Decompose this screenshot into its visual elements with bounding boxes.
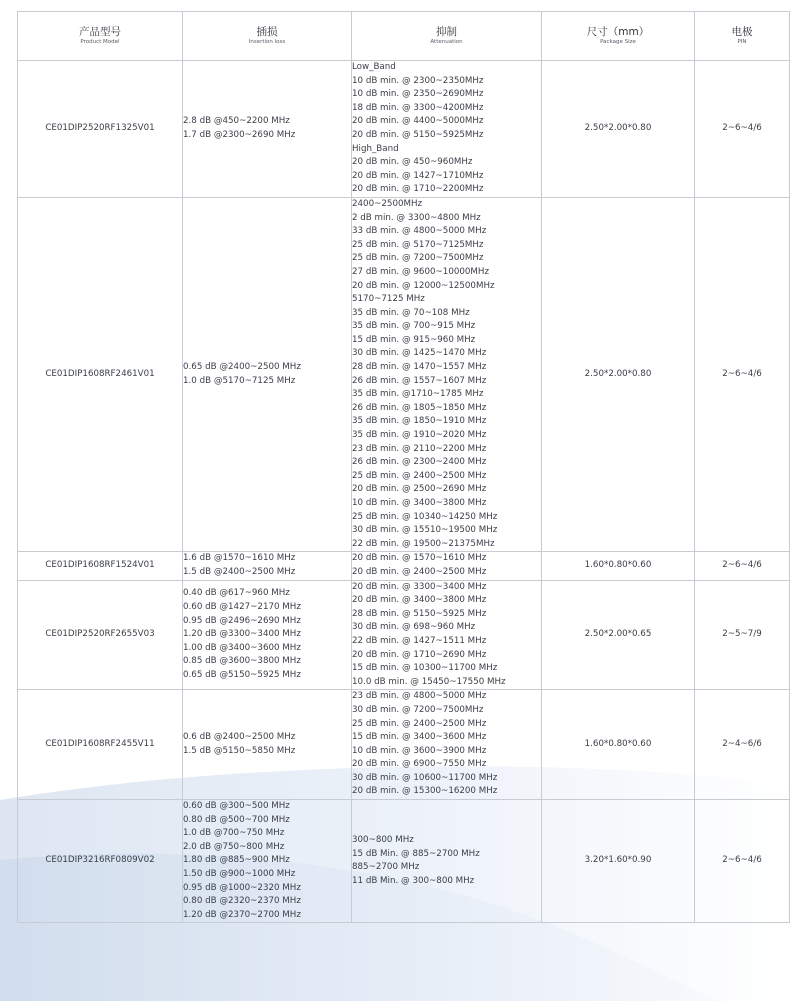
insertion-loss-cell [183, 580, 352, 690]
attenuation-cell-line: 20 dB min. @ 450~960MHz [352, 157, 473, 168]
product-spec-table [17, 11, 790, 923]
insertion-loss-cell-line: 1.0 dB @5170~7125 MHz [183, 375, 296, 386]
attenuation-cell-line: 18 dB min. @ 3300~4200MHz [352, 102, 484, 113]
attenuation-cell-line: 28 dB min. @ 5150~5925 MHz [352, 608, 487, 619]
attenuation-cell [352, 690, 542, 800]
insertion-loss-cell [183, 552, 352, 580]
pin-cell: 2~6~4/6 [695, 552, 790, 580]
attenuation-cell-line: 26 dB min. @ 2300~2400 MHz [352, 457, 487, 468]
table-row [18, 197, 790, 551]
insertion-loss-cell [183, 800, 352, 923]
header-cn: 产品型号 [79, 26, 121, 38]
insertion-loss-cell-line: 0.95 dB @2496~2690 MHz [183, 615, 301, 626]
attenuation-cell-line: 30 dB min. @ 1425~1470 MHz [352, 348, 487, 359]
attenuation-cell-line: 20 dB min. @ 1570~1610 MHz [352, 553, 487, 564]
table-row [18, 552, 790, 580]
package-size-cell: 3.20*1.60*0.90 [542, 800, 695, 923]
header-insertion-loss [183, 12, 352, 61]
product-model-cell: CE01DIP2520RF2655V03 [18, 580, 183, 690]
insertion-loss-cell-line: 0.65 dB @2400~2500 MHz [183, 362, 301, 373]
insertion-loss-cell-line: 1.5 dB @2400~2500 MHz [183, 566, 296, 577]
insertion-loss-cell-line: 1.80 dB @885~900 MHz [183, 855, 290, 866]
insertion-loss-cell-line: 0.60 dB @300~500 MHz [183, 801, 290, 812]
insertion-loss-cell-line: 1.50 dB @900~1000 MHz [183, 869, 296, 880]
product-model-cell: CE01DIP1608RF2461V01 [18, 197, 183, 551]
insertion-loss-cell-line: 2.8 dB @450~2200 MHz [183, 116, 290, 127]
attenuation-cell-line: 15 dB min. @ 3400~3600 MHz [352, 732, 487, 743]
attenuation-cell-line: 35 dB min. @ 1910~2020 MHz [352, 430, 487, 441]
product-model-cell: CE01DIP1608RF1524V01 [18, 552, 183, 580]
product-model-cell: CE01DIP3216RF0809V02 [18, 800, 183, 923]
attenuation-cell-line: 15 dB min. @ 915~960 MHz [352, 334, 476, 345]
attenuation-cell-line: 20 dB min. @ 1427~1710MHz [352, 170, 484, 181]
pin-cell: 2~5~7/9 [695, 580, 790, 690]
package-size-cell: 2.50*2.00*0.80 [542, 61, 695, 198]
attenuation-cell-line: 35 dB min. @ 1850~1910 MHz [352, 416, 487, 427]
attenuation-cell-line: 15 dB min. @ 10300~11700 MHz [352, 663, 498, 674]
table-row [18, 580, 790, 690]
insertion-loss-cell-line: 0.6 dB @2400~2500 MHz [183, 732, 296, 743]
attenuation-cell [352, 580, 542, 690]
insertion-loss-cell-line: 0.40 dB @617~960 MHz [183, 588, 290, 599]
attenuation-cell-line: 30 dB min. @ 15510~19500 MHz [352, 525, 498, 536]
attenuation-cell-line: 20 dB min. @ 1710~2690 MHz [352, 649, 487, 660]
attenuation-cell-line: 25 dB min. @ 5170~7125MHz [352, 239, 484, 250]
package-size-cell: 1.60*0.80*0.60 [542, 690, 695, 800]
insertion-loss-cell [183, 690, 352, 800]
attenuation-cell-line: 2400~2500MHz [352, 198, 423, 209]
product-model-cell: CE01DIP1608RF2455V11 [18, 690, 183, 800]
attenuation-cell-line: 35 dB min. @1710~1785 MHz [352, 389, 484, 400]
attenuation-cell-line: 22 dB min. @ 1427~1511 MHz [352, 635, 487, 646]
attenuation-cell [352, 61, 542, 198]
insertion-loss-cell-line: 1.7 dB @2300~2690 MHz [183, 129, 296, 140]
table-header-row [18, 12, 790, 61]
table-body [18, 61, 790, 923]
attenuation-cell-line: 20 dB min. @ 3400~3800 MHz [352, 595, 487, 606]
insertion-loss-cell-line: 1.00 dB @3400~3600 MHz [183, 642, 301, 653]
attenuation-cell-line: 20 dB min. @ 6900~7550 MHz [352, 759, 487, 770]
attenuation-cell-line: 27 dB min. @ 9600~10000MHz [352, 266, 490, 277]
table-row [18, 690, 790, 800]
header-cn: 抑制 [436, 26, 457, 38]
attenuation-cell-line: 11 dB Min. @ 300~800 MHz [352, 875, 475, 886]
attenuation-cell-line: 23 dB min. @ 4800~5000 MHz [352, 691, 487, 702]
pin-cell: 2~6~4/6 [695, 800, 790, 923]
insertion-loss-cell-line: 0.85 dB @3600~3800 MHz [183, 656, 301, 667]
header-en: Package Size [600, 39, 636, 45]
attenuation-cell-line: 15 dB Min. @ 885~2700 MHz [352, 848, 480, 859]
attenuation-cell-line: 23 dB min. @ 2110~2200 MHz [352, 443, 487, 454]
attenuation-cell-line: 20 dB min. @ 2400~2500 MHz [352, 566, 487, 577]
attenuation-cell-line: 30 dB min. @ 10600~11700 MHz [352, 772, 498, 783]
header-cn: 电极 [731, 26, 753, 38]
attenuation-cell [352, 197, 542, 551]
header-en: Attenuation [430, 39, 463, 45]
attenuation-cell-line: 10 dB min. @ 3400~3800 MHz [352, 498, 487, 508]
header-package-size [542, 12, 695, 61]
header-en: Product Model [80, 39, 120, 45]
attenuation-cell-line: 25 dB min. @ 2400~2500 MHz [352, 718, 487, 729]
attenuation-cell-line: 20 dB min. @ 3300~3400 MHz [352, 581, 487, 592]
pin-cell: 2~6~4/6 [695, 197, 790, 551]
attenuation-cell [352, 800, 542, 923]
insertion-loss-cell-line: 2.0 dB @750~800 MHz [183, 841, 285, 852]
attenuation-cell-line: 20 dB min. @ 2500~2690 MHz [352, 484, 487, 495]
header-product-model [18, 12, 183, 61]
attenuation-cell-line: 10.0 dB min. @ 15450~17550 MHz [352, 676, 506, 687]
attenuation-cell-line: 20 dB min. @ 12000~12500MHz [352, 280, 495, 291]
attenuation-cell-line: 30 dB min. @ 7200~7500MHz [352, 704, 484, 715]
package-size-cell: 2.50*2.00*0.80 [542, 197, 695, 551]
insertion-loss-cell-line: 1.20 dB @2370~2700 MHz [183, 909, 301, 920]
attenuation-cell-line: 20 dB min. @ 5150~5925MHz [352, 129, 484, 140]
attenuation-cell-line: 5170~7125 MHz [352, 294, 425, 305]
table-row [18, 800, 790, 923]
attenuation-cell-line: 26 dB min. @ 1805~1850 MHz [352, 402, 487, 413]
product-model-cell: CE01DIP2520RF1325V01 [18, 61, 183, 198]
insertion-loss-cell-line: 1.0 dB @700~750 MHz [183, 828, 285, 839]
insertion-loss-cell [183, 61, 352, 198]
attenuation-cell-line: 10 dB min. @ 3600~3900 MHz [352, 745, 487, 756]
attenuation-cell-line: 10 dB min. @ 2350~2690MHz [352, 89, 484, 100]
pin-cell: 2~6~4/6 [695, 61, 790, 198]
package-size-cell: 1.60*0.80*0.60 [542, 552, 695, 580]
attenuation-cell-line: 300~800 MHz [352, 835, 414, 846]
header-cn: 插损 [256, 26, 278, 38]
insertion-loss-cell-line: 1.5 dB @5150~5850 MHz [183, 745, 296, 756]
insertion-loss-cell-line: 0.60 dB @1427~2170 MHz [183, 601, 301, 612]
attenuation-cell-line: 25 dB min. @ 10340~14250 MHz [352, 511, 498, 522]
attenuation-cell-line: 26 dB min. @ 1557~1607 MHz [352, 375, 487, 386]
header-attenuation [352, 12, 542, 61]
insertion-loss-cell-line: 0.95 dB @1000~2320 MHz [183, 882, 301, 893]
attenuation-cell-line: 885~2700 MHz [352, 862, 420, 873]
attenuation-cell-line: 33 dB min. @ 4800~5000 MHz [352, 226, 487, 237]
attenuation-cell [352, 552, 542, 580]
table-row [18, 61, 790, 198]
attenuation-cell-line: 20 dB min. @ 4400~5000MHz [352, 116, 484, 127]
insertion-loss-cell-line: 0.80 dB @2320~2370 MHz [183, 896, 301, 907]
attenuation-cell-line: Low_Band [352, 62, 396, 72]
attenuation-cell-line: 35 dB min. @ 700~915 MHz [352, 321, 476, 332]
attenuation-cell-line: 25 dB min. @ 2400~2500 MHz [352, 470, 487, 481]
insertion-loss-cell-line: 1.20 dB @3300~3400 MHz [183, 629, 301, 640]
attenuation-cell-line: 35 dB min. @ 70~108 MHz [352, 307, 470, 318]
attenuation-cell-line: 20 dB min. @ 15300~16200 MHz [352, 786, 498, 797]
header-en: Insertion loss [248, 39, 286, 45]
attenuation-cell-line: 25 dB min. @ 7200~7500MHz [352, 253, 484, 264]
insertion-loss-cell-line: 1.6 dB @1570~1610 MHz [183, 553, 296, 564]
insertion-loss-cell-line: 0.65 dB @5150~5925 MHz [183, 669, 301, 680]
attenuation-cell-line: 2 dB min. @ 3300~4800 MHz [352, 212, 481, 223]
attenuation-cell-line: 22 dB min. @ 19500~21375MHz [352, 538, 495, 549]
attenuation-cell-line: 28 dB min. @ 1470~1557 MHz [352, 362, 487, 373]
attenuation-cell-line: 10 dB min. @ 2300~2350MHz [352, 75, 484, 86]
header-cn: 尺寸（mm） [586, 26, 650, 38]
attenuation-cell-line: High_Band [352, 143, 399, 154]
package-size-cell: 2.50*2.00*0.65 [542, 580, 695, 690]
attenuation-cell-line: 20 dB min. @ 1710~2200MHz [352, 184, 484, 195]
header-pin [695, 12, 790, 61]
pin-cell: 2~4~6/6 [695, 690, 790, 800]
insertion-loss-cell [183, 197, 352, 551]
attenuation-cell-line: 30 dB min. @ 698~960 MHz [352, 622, 476, 633]
insertion-loss-cell-line: 0.80 dB @500~700 MHz [183, 814, 290, 825]
header-en: PIN [737, 39, 747, 45]
